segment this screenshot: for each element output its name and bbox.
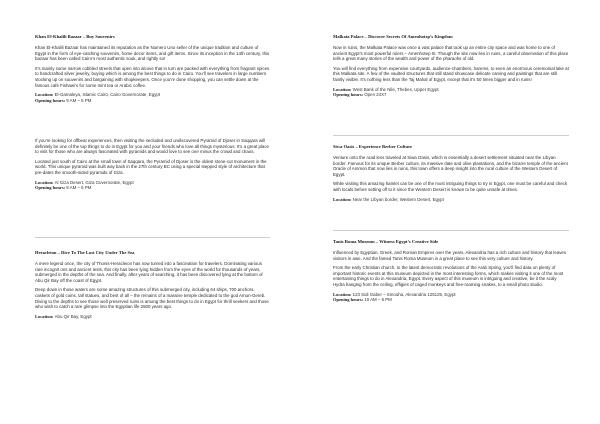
section-tanis-roma-museum: [333, 239, 569, 303]
hours-line: Opening hours: 10 AM – 6 PM: [333, 297, 392, 303]
paragraph: It’s mainly some narrow cobbled streets that open into alcove that in turn are packed with everything from fragrant spices to handcrafted silver jewelry, buying which is among the best things to do in Cairo. You’ll see travelers in large numbers stocking up on souvenirs and bargaining with shopkeepers. Once you’re done shopping, you can settle down at the famous café Fishawi’s for some mint tea or Arabic coffee.: [35, 65, 270, 88]
divider: [333, 135, 569, 136]
location-line: Location: Near the Libyan border, Western Desert, Egypt: [333, 196, 444, 202]
paragraph: A mere legend once, the city of Thonis-Heracleion has now turned into a fascination for travelers. Dominating various rare incognit ons and ancient tests, this city has been lying hidden from the eyes of the world for thousands of years, submerged in the depths of the sea. And finally, after years of searching, it has been discovered lying at the bottom of Abu Qir Bay off the coast of Egypt.: [35, 261, 263, 283]
paragraph: If you’re looking for offbeat experiences, then visiting the secluded and undiscovered Pyramid of Djoser in Saqqara will definitely be one of the top things to do in Egypt for you and your friends who love all things mysterious. It’s a great place to visit for those who are always fascinated with pyramids and would love to see one minus the crowd and chaos.: [35, 138, 269, 155]
section-siwa-oasis: [333, 144, 569, 202]
hours-line: Opening hours: 8 AM – 5 PM: [35, 185, 92, 191]
location-line: Location: 123 Sidi Gaber – Smouha, Alexandria 125125, Egypt: [333, 291, 456, 297]
section-title: Heracleion – Dive To The Lost City Under The Sea: [35, 250, 135, 255]
paragraph: Deep down in those waters are some amazing structures of this submerged city, including 64 ships, 700 anchors, caskets of gold coins, tall statues, and best of all – the remains of a massive temple dedicated to the god Amun-Gereb. Diving to the depths to see those well preserved ruins is among the best things to do in Egypt for thrill seekers and those who wish to catch a rare glimpse into the Egyptian life 2500 years ago.: [35, 287, 269, 310]
location-line: Location: Abu Qir Bay, Egypt: [35, 313, 92, 319]
section-title: Malkata Palace – Discover Secrets Of Amenhotep’s Kingdom: [333, 34, 453, 39]
paragraph: Venture onto the road less traveled at Siwa Oasis, which is essentially a desert settlement situated near the Libyan border. Famous for its unique Berber culture, its massive date and olive plantations, and the bizarre temple of the ancient Oracle of Ammon that now lies in ruins, this town offers a deep insight into the rural culture of the Western Desert of Egypt.: [333, 155, 568, 177]
section-heracleion: [35, 250, 270, 320]
divider: [333, 230, 569, 231]
section-pyramid-of-djoser: [35, 138, 270, 191]
location-line: Location: West Bank of the Nile, Thebes, Upper Egypt: [333, 86, 439, 92]
paragraph: From the early Christian church, to the latest democratic revolutions of the Arab Spring, you’ll find data on plenty of important historic events at this museum depicted in the most interesting forms, which makes visiting it one of the most entertaining things to do in Alexandria, Egypt. Every aspect of this museum is intriguing and creative, be it the scaly Hydra hanging from the ceiling, effigies of caged monkeys and free-roaming snakes, to a small photo studio.: [333, 265, 564, 287]
section-title: Khan El-Khalili Bazaar – Buy Souvenirs: [35, 34, 115, 39]
section-khan-el-khalili: [35, 34, 270, 104]
hours-line: Opening hours: Open 24X7: [333, 92, 387, 98]
section-malkata-palace: [333, 34, 569, 98]
hours-line: Opening hours: 9 AM – 5 PM: [35, 97, 92, 103]
paragraph: While visiting this amazing hamlet can be one of the most intriguing things to try in Egypt, one must be careful and check with locals before setting off to it since the Western Desert is known to be quite unsafe at times.: [333, 181, 568, 192]
paragraph: Influenced by Egyptian, Greek, and Roman Empires over the years, Alexandria has a rich culture and history that leaves visitors in awe. And the famed Tanis Roma Museum is a great place to see this very culture and history.: [333, 250, 567, 261]
paragraph: Now in ruins, the Malkata Palace was once a vast palace that took up an entire city space and was home to one of ancient Egypt’s most powerful rulers – Amenhotep III. Though the site now lies in ruins, a careful observation of this place tells a great many stories of the wealth and power of the pharaohs of old.: [333, 45, 569, 62]
section-title: Siwa Oasis – Experience Berber Culture: [333, 144, 413, 149]
section-title: Tanis Roma Museum – Witness Egypt’s Creative Side: [333, 239, 439, 244]
location-line: Location: El-Gamaleya, Islamic Cairo, Cairo Governorate, Egypt: [35, 92, 161, 98]
divider: [35, 237, 270, 238]
paragraph: Khan El-Khalili Bazaar has maintained its reputation as the Numero Uno seller of the unique tradition and culture of Egypt in the form of eye-catching souvenirs, home decor items, and gift items. Since its inception in the 14th century, this bazaar has been called Cairo’s most authentic souk, and rightly so!: [35, 45, 270, 62]
paragraph: Located just south of Cairo at the small town of Saqqara, the Pyramid of Djoser is the oldest stone-cut monument in the world. This unique pyramid was built way back in the 27th century BC using a special stepped style of architecture that pre-dates the smooth-sided pyramids of Giza.: [35, 158, 267, 175]
location-line: Location: Al Giza Desert, Giza Governorate, Egypt: [35, 179, 134, 185]
paragraph: You will find everything from expensive courtyards, audience-chambers, harems, to even an enormous ceremonial lake at this Malkata site. A few of the vaulted structures that still stand showcase delicate carving and paintings that are still faintly visible. It’s nothing less than the Taj Mahal of Egypt, except that it’s 50 times bigger and in ruins!: [333, 65, 569, 82]
